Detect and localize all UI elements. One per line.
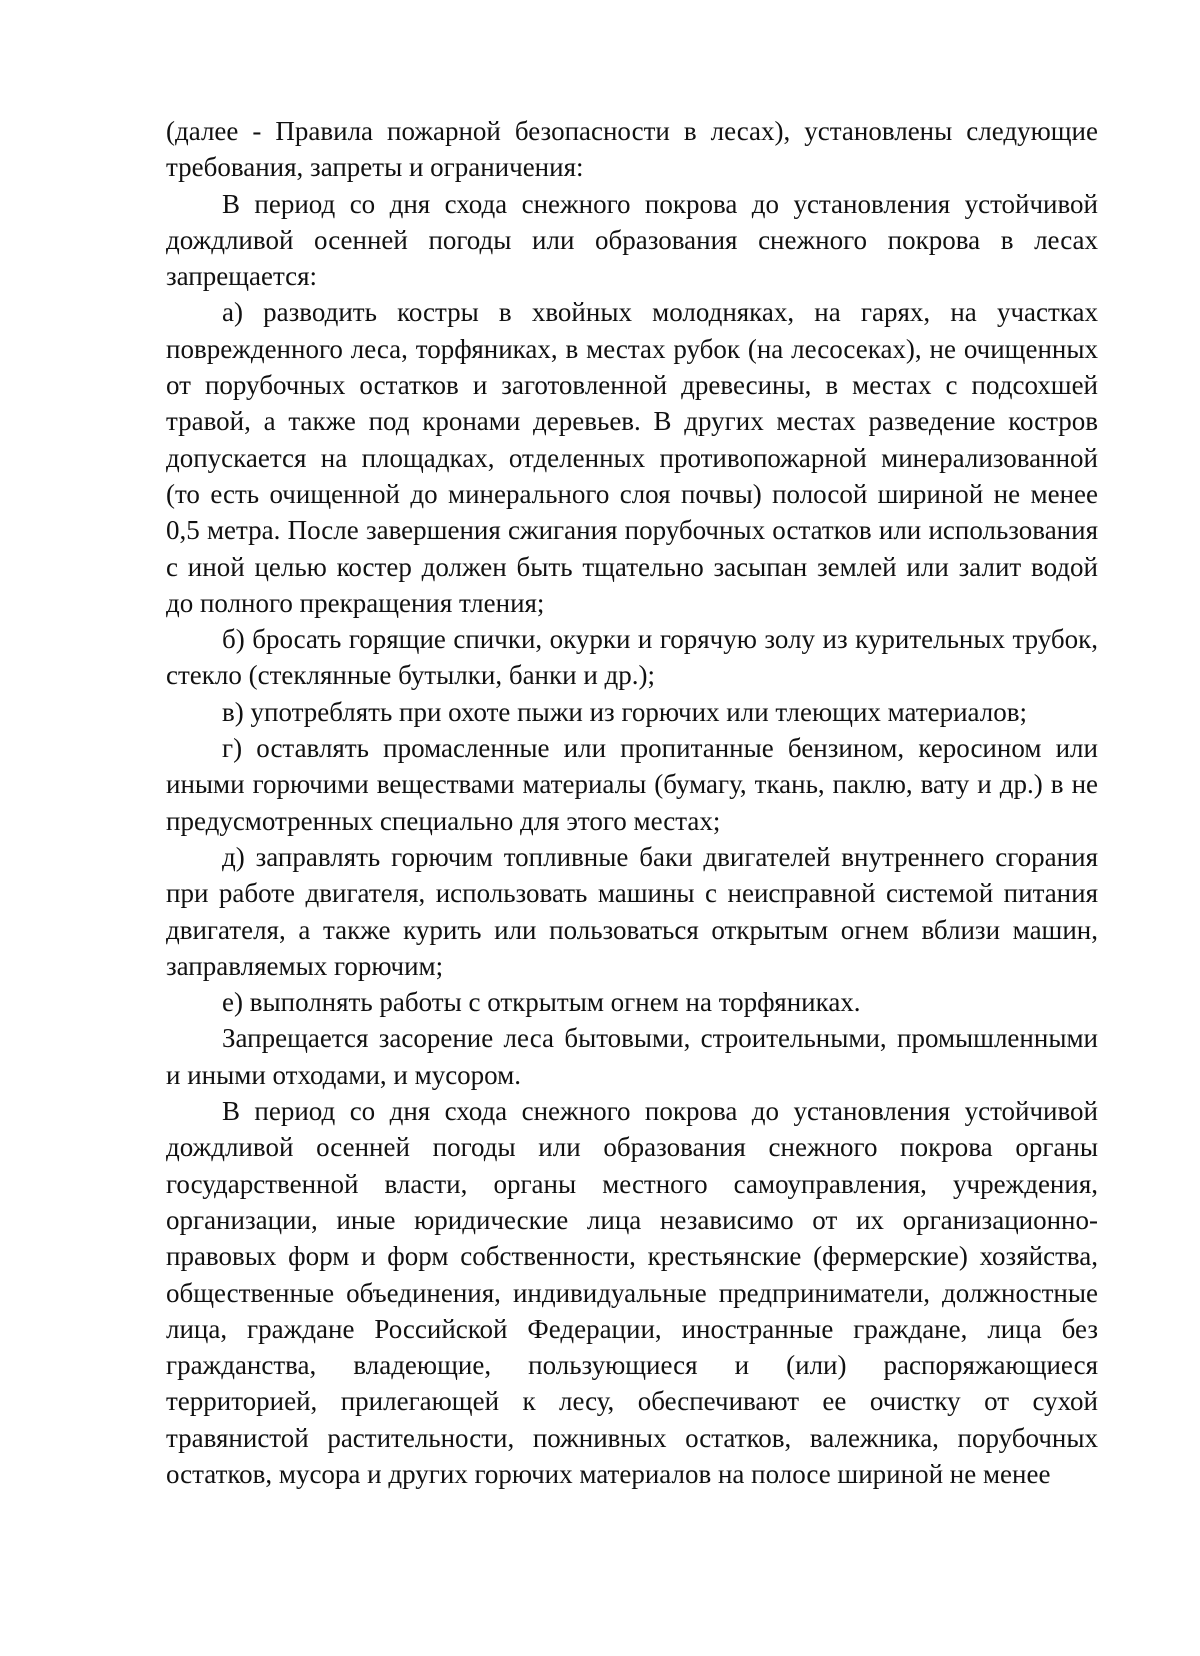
paragraph-item-v: в) употреблять при охоте пыжи из горючих или тлеющих материалов; xyxy=(222,696,1028,727)
paragraph-littering: Запрещается засорение леса бытовыми, строительными, промышленными и иными отходами, и мусором. xyxy=(166,1023,1098,1090)
paragraph-item-e: е) выполнять работы с открытым огнем на торфяниках. xyxy=(222,987,861,1018)
paragraph-prohibition-period: В период со дня схода снежного покрова до установления устойчивой дождливой осенней погоды или образования снежного покрова в лесах запрещается: xyxy=(166,188,1098,292)
paragraph-item-b: б) бросать горящие спички, окурки и горячую золу из курительных трубок, стекло (стеклянные бутылки, банки и др.); xyxy=(166,624,1098,691)
paragraph-intro: (далее - Правила пожарной безопасности в лесах), установлены следующие требования, запреты и ограничения: xyxy=(166,116,1098,183)
document-body xyxy=(166,113,1098,1492)
paragraph-item-g: г) оставлять промасленные или пропитанные бензином, керосином или иными горючими веществами материалы (бумагу, ткань, паклю, вату и др.) в не предусмотренных специально для этого местах; xyxy=(166,733,1098,836)
paragraph-item-d: д) заправлять горючим топливные баки двигателей внутреннего сгорания при работе двигателя, использовать машины с неисправной системой питания двигателя, а также курить или пользоваться открытым огнем вблизи машин, заправляемых горючим; xyxy=(166,841,1098,981)
paragraph-item-a: а) разводить костры в хвойных молодняках, на гарях, на участках поврежденного леса, торфяниках, в местах рубок (на лесосеках), не очищенных от порубочных остатков и заготовленной древесины, в местах с подсохшей травой, а также под кронами деревьев. В других местах разведение костров допускается на площадках, отделенных противопожарной минерализованной (то есть очищенной до минерального слоя почвы) полосой шириной не менее 0,5 метра. После завершения сжигания порубочных остатков или использования с иной целью костер должен быть тщательно засыпан землей или залит водой до полного прекращения тления; xyxy=(166,297,1098,618)
paragraph-clearing-obligation: В период со дня схода снежного покрова до установления устойчивой дождливой осенней погоды или образования снежного покрова органы государственной власти, органы местного самоуправления, учреждения, организации, иные юридические лица независимо от их организационно-правовых форм и форм собственности, крестьянские (фермерские) хозяйства, общественные объединения, индивидуальные предприниматели, должностные лица, граждане Российской Федерации, иностранные граждане, лица без гражданства, владеющие, пользующиеся и (или) распоряжающиеся территорией, прилегающей к лесу, обеспечивают ее очистку от сухой травянистой растительности, пожнивных остатков, валежника, порубочных остатков, мусора и других горючих материалов на полосе шириной не менее xyxy=(166,1096,1098,1489)
